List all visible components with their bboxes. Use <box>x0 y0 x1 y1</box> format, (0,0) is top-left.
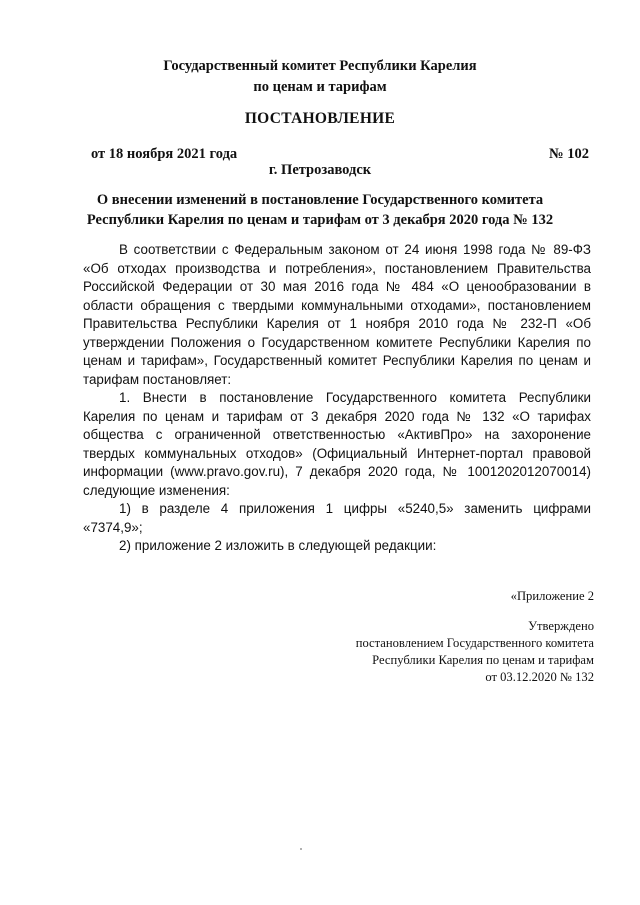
document-type-title: ПОСТАНОВЛЕНИЕ <box>244 110 396 127</box>
appendix-line1: постановлением Государственного комитета <box>355 636 594 650</box>
body-paragraph-item-1: 1. Внести в постановление Государственного комитета Республики Карелия по ценам и тарифам от 3 декабря 2020 года № 132 «О тарифах общества с ограниченной ответственностью «АктивПро» на захоронение твердых коммунальных отходов» (Официальный Интернет-портал правовой информации (www.pravo.gov.ru), 7 декабря 2020 года, № 1001202012070014) следующие изменения: <box>83 390 591 498</box>
body-paragraph-subitem-1: 1) в разделе 4 приложения 1 цифры «5240,5» заменить цифрами «7374,9»; <box>83 501 591 535</box>
organization-name-line1: Государственный комитет Республики Карелия <box>163 58 477 74</box>
subject-line1: О внесении изменений в постановление Государственного комитета <box>96 192 544 208</box>
scan-speck <box>300 848 302 850</box>
document-number: № 102 <box>549 146 589 162</box>
appendix-approved: Утверждено <box>528 619 594 633</box>
document-city: г. Петрозаводск <box>268 162 372 178</box>
appendix-line3: от 03.12.2020 № 132 <box>485 670 594 684</box>
appendix-line2: Республики Карелия по ценам и тарифам <box>372 653 594 667</box>
subject-line2: Республики Карелия по ценам и тарифам от 3 декабря 2020 года № 132 <box>86 212 554 228</box>
appendix-title: «Приложение 2 <box>510 589 594 603</box>
body-paragraph-preamble: В соответствии с Федеральным законом от 24 июня 1998 года № 89-ФЗ «Об отходах производства и потребления», постановлением Правительства Российской Федерации от 30 мая 2016 года № 484 «О ценообразовании в области обращения с твердыми коммунальными отходами», постановлением Правительства Республики Карелия от 1 ноября 2010 года № 232-П «Об утверждении Положения о Государственном комитете Республики Карелия по ценам и тарифам», Государственный комитет Республики Карелия по ценам и тарифам постановляет: <box>83 242 591 387</box>
appendix-approval-block <box>356 618 594 686</box>
document-date: от 18 ноября 2021 года <box>91 146 238 162</box>
organization-name-line2: по ценам и тарифам <box>253 79 387 95</box>
document-body <box>83 241 591 556</box>
body-paragraph-subitem-2: 2) приложение 2 изложить в следующей редакции: <box>119 538 437 553</box>
